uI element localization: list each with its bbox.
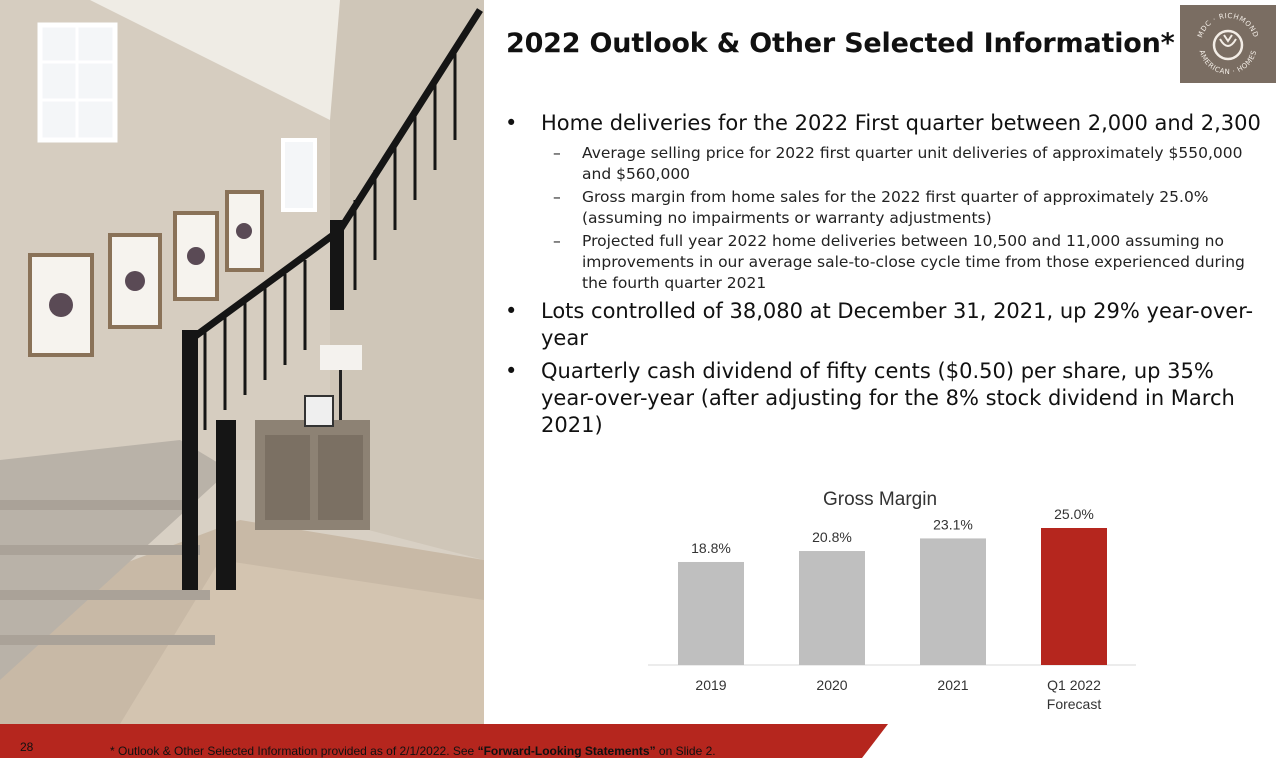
bullet-symbol: • <box>505 359 518 383</box>
company-logo <box>1180 5 1276 83</box>
svg-text:AMERICAN · HOMES <box>1198 49 1259 76</box>
bar-2 <box>920 538 986 665</box>
bullet-text: Home deliveries for the 2022 First quarter between 2,000 and 2,300 <box>541 111 1261 135</box>
bullet-symbol: • <box>505 111 518 135</box>
sub-bullet-text: Average selling price for 2022 first quarter unit deliveries of approximately $550,000 and $560,000 <box>582 144 1243 183</box>
sub-bullet-item <box>505 143 1265 185</box>
bullet-text: Lots controlled of 38,080 at December 31, 2021, up 29% year-over-year <box>541 299 1254 350</box>
bullet-item <box>505 358 1265 439</box>
bullet-item <box>505 298 1265 352</box>
gross-margin-chart <box>640 480 1160 725</box>
category-label-1: 2020 <box>816 677 848 693</box>
data-label-2: 23.1% <box>933 516 973 533</box>
footnote-text: * Outlook & Other Selected Information provided as of 2/1/2022. See <box>110 744 478 758</box>
footnote-suffix: on Slide 2. <box>655 744 716 758</box>
sub-bullet-text: Projected full year 2022 home deliveries between 10,500 and 11,000 assuming no improvements in our average sale-to-close cycle time from those experienced during the fourth quarter 2021 <box>582 232 1245 292</box>
data-label-1: 20.8% <box>812 529 852 546</box>
category-label-0: 2019 <box>695 677 727 693</box>
sub-bullet-symbol: – <box>553 188 561 206</box>
logo-text-bottom: AMERICAN · HOMES <box>1197 49 1259 77</box>
category-label-2: 2021 <box>937 677 969 693</box>
category-label-3: Q1 2022 <box>1047 677 1101 693</box>
category-label-3: Forecast <box>1046 696 1102 712</box>
sub-bullet-symbol: – <box>553 232 561 250</box>
bar-3 <box>1041 528 1107 665</box>
sub-bullet-symbol: – <box>553 144 561 162</box>
page-number: 28 <box>20 740 34 754</box>
sub-bullet-item <box>505 187 1265 229</box>
page-title: 2022 Outlook & Other Selected Information* <box>506 28 1175 59</box>
staircase-photo <box>0 0 484 724</box>
footnote-link-label: “Forward-Looking Statements” <box>477 744 656 758</box>
data-label-3: 25.0% <box>1054 506 1094 522</box>
sub-bullet-item <box>505 231 1265 294</box>
sub-bullet-text: Gross margin from home sales for the 2022 first quarter of approximately 25.0% (assuming no impairments or warranty adjustments) <box>582 188 1209 227</box>
bullet-symbol: • <box>505 299 518 323</box>
bar-1 <box>799 551 865 665</box>
bullet-text: Quarterly cash dividend of fifty cents ($0.50) per share, up 35% year-over-year (after adjusting for the 8% stock dividend in March 2021) <box>541 359 1235 437</box>
bullet-list <box>505 110 1265 445</box>
data-label-0: 18.8% <box>691 539 731 556</box>
bullet-item <box>505 110 1265 137</box>
bar-0 <box>678 562 744 665</box>
footnote <box>110 744 716 758</box>
svg-text:MDC · RICHMOND <box>1196 12 1260 39</box>
chart-title: Gross Margin <box>822 489 938 510</box>
sub-bullet-list <box>505 143 1265 294</box>
logo-text-top: MDC · RICHMOND <box>1196 11 1260 39</box>
